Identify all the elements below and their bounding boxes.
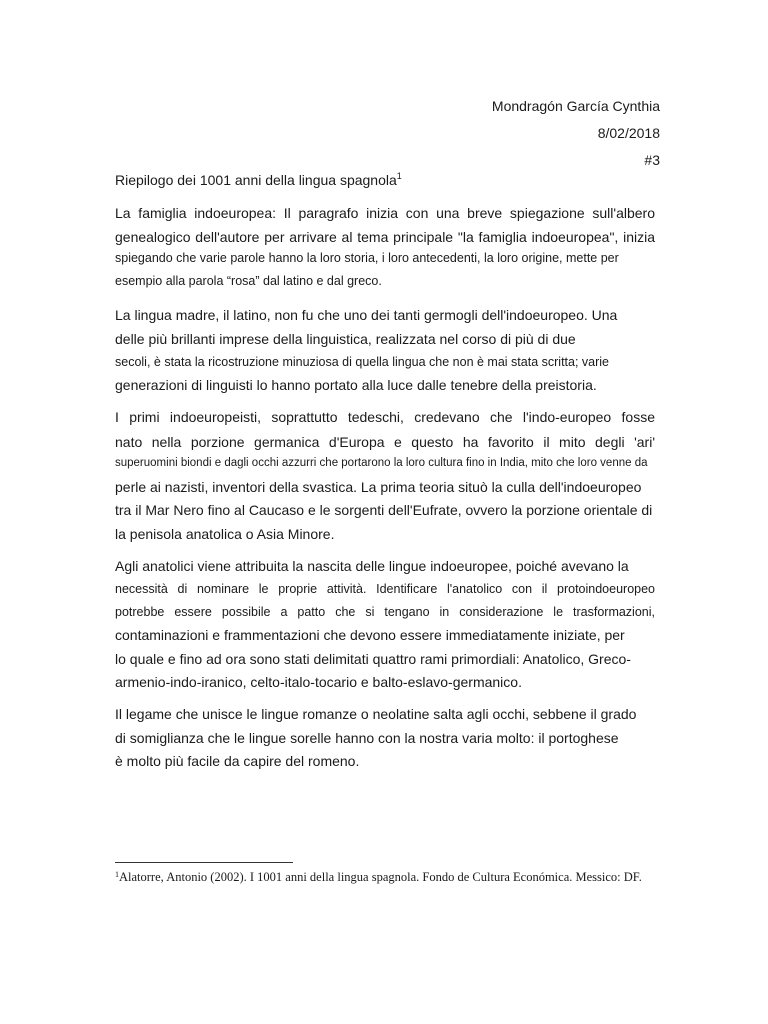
p2-line-3: secoli, è stata la ricostruzione minuziosa di quella lingua che non è mai stata scritta; varie (115, 355, 610, 369)
p5-line-2: di somiglianza che le lingue sorelle hanno con la nostra varia molto: il portoghese (115, 730, 619, 746)
p1-line-1: La famiglia indoeuropea: Il paragrafo inizia con una breve spiegazione sull'albero (115, 205, 655, 221)
header-block (492, 93, 660, 174)
p5-line-1: Il legame che unisce le lingue romanze o neolatine salta agli occhi, sebbene il grado (115, 706, 637, 722)
p4-line-1: Agli anatolici viene attribuita la nascita delle lingue indoeuropee, poiché avevano la (115, 558, 629, 574)
p5-line-3: è molto più facile da capire del romeno. (115, 753, 360, 769)
p4-line-4: contaminazioni e frammentazioni che devono essere immediatamente iniziate, per (115, 627, 625, 643)
document-date: 8/02/2018 (597, 125, 660, 141)
footnote-mark: 1 (115, 870, 119, 879)
p4-line-2: necessità di nominare le proprie attività. Identificare l'anatolico con il protoindoeuropeo (115, 582, 655, 596)
p4-line-3: potrebbe essere possibile a patto che si tengano in considerazione le trasformazioni, (115, 605, 655, 619)
p2-line-4: generazioni di linguisti lo hanno portato alla luce dalle tenebre della preistoria. (115, 377, 597, 393)
author-name: Mondragón García Cynthia (491, 98, 660, 114)
p3-line-6: la penisola anatolica o Asia Minore. (115, 526, 335, 542)
p3-line-2: nato nella porzione germanica d'Europa e questo ha favorito il mito degli 'ari' (115, 434, 655, 450)
p3-line-4: perle ai nazisti, inventori della svastica. La prima teoria situò la culla dell'indoeuropeo (115, 479, 642, 495)
p2-line-1: La lingua madre, il latino, non fu che uno dei tanti germogli dell'indoeuropeo. Una (115, 307, 618, 323)
p3-line-1: I primi indoeuropeisti, soprattutto tedeschi, credevano che l'indo-europeo fosse (115, 409, 655, 425)
title-text: Riepilogo dei 1001 anni della lingua spagnola (115, 172, 397, 188)
p1-line-4: esempio alla parola “rosa” dal latino e dal greco. (115, 274, 382, 288)
footnote-text: Alatorre, Antonio (2002). I 1001 anni della lingua spagnola. Fondo de Cultura Económica. Messico: DF. (119, 870, 642, 884)
p4-line-5: lo quale e fino ad ora sono stati delimitati quattro rami primordiali: Anatolico, Greco- (115, 651, 631, 667)
p4-line-6: armenio-indo-iranico, celto-italo-tocario e balto-eslavo-germanico. (115, 674, 522, 690)
p3-line-5: tra il Mar Nero fino al Caucaso e le sorgenti dell'Eufrate, ovvero la porzione orientale di (115, 502, 653, 518)
p2-line-2: delle più brillanti imprese della linguistica, realizzata nel corso di più di due (115, 331, 576, 347)
footnote (115, 870, 642, 885)
footnote-divider (115, 862, 293, 863)
p3-line-3: superuomini biondi e dagli occhi azzurri che portarono la loro cultura fino in India, mito che loro venne da (115, 457, 648, 469)
title-footnote-mark: 1 (396, 171, 402, 181)
p1-line-3: spiegando che varie parole hanno la loro storia, i loro antecedenti, la loro origine, mette per (115, 251, 619, 265)
document-number: #3 (644, 152, 660, 168)
document-title (115, 172, 402, 188)
p1-line-2: genealogico dell'autore per arrivare al tema principale "la famiglia indoeuropea", inizia (115, 229, 655, 245)
